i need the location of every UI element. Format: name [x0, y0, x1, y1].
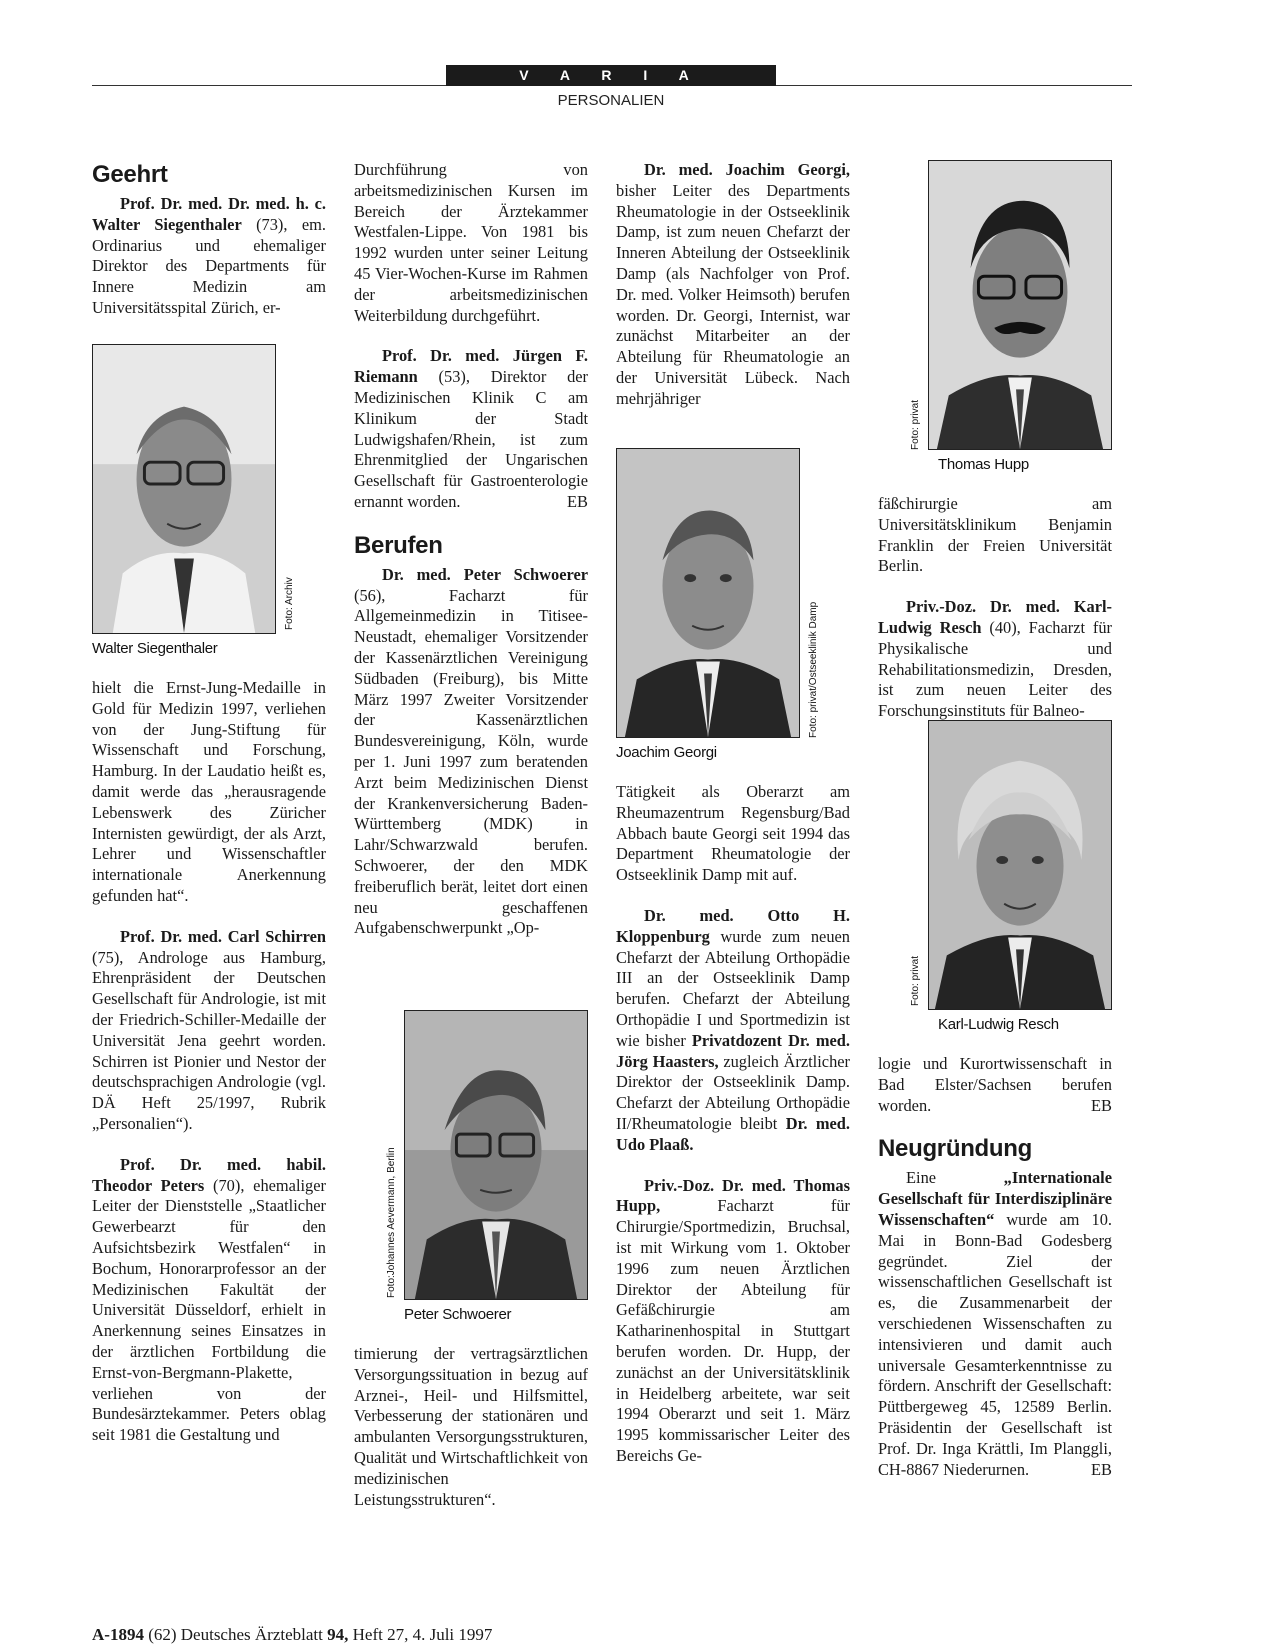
- page-number: A-1894: [92, 1625, 144, 1644]
- article-text: Facharzt für Chirurgie/Sportmedizin, Bruchsal, ist mit Wirkung vom 1. Oktober 1996 zum neuen Ärztlichen Direktor der Abteilung für Gefäßchirurgie am Katharinenhospital in Stuttgart berufen worden. Dr. Hupp, der zunächst an der Universitätsklinik in Heidelberg arbeitete, war seit 1994 Oberarzt und seit 1. März 1995 kommissarischer Leiter des Bereichs Ge-: [616, 1196, 850, 1465]
- photo-credit: Foto: privat: [910, 399, 921, 450]
- person-name: Priv.-Doz. Dr. med. Karl-Ludwig Resch: [878, 597, 1112, 637]
- person-name: Prof. Dr. med. Jürgen F. Riemann: [354, 346, 588, 387]
- organization-name: „Internationale Gesellschaft für Interdisziplinäre Wissenschaften“: [878, 1168, 1112, 1229]
- article-text: bisher Leiter des Departments Rheumatologie in der Ostseeklinik Damp, ist zum neuen Chefarzt der Inneren Abteilung der Ostseeklinik Damp (als Nachfolger von Prof. Dr. med. Volker Heimsoth) berufen worden. Dr. Georgi, Internist, war zunächst Mitarbeiter an der Abteilung für Rheumatologie an der Universität Lübeck. Nach mehrjähriger: [616, 180, 850, 408]
- article-text: Durchführung von arbeitsmedizinischen Kursen im Bereich der Ärztekammer Westfalen-Lippe. Von 1981 bis 1992 wurden unter seiner Leitung 45 Vier-Wochen-Kurse im Rahmen der arbeitsmedizinischen Weiterbildung durchgeführt.: [354, 160, 588, 325]
- column-4-cont: [878, 1054, 1112, 1480]
- article-schirren: [92, 927, 326, 1135]
- photo-credit: Foto:Johannes Aevermann, Berlin: [386, 1147, 397, 1298]
- article-text: (53), Direktor der Medizinischen Klinik C am Klinikum der Stadt Ludwigshafen/Rhein, ist zum Ehrenmitglied der Ungarischen Gesellschaft für Gastroenterologie ernannt worden.: [354, 367, 588, 511]
- photo-credit: Foto: Archiv: [284, 577, 295, 630]
- footer-text: (62) Deutsches Ärzteblatt: [143, 1625, 328, 1644]
- column-3-cont: [616, 782, 850, 1467]
- photo-credit: Foto: privat/Ostseeklinik Damp: [808, 601, 819, 738]
- article-text: wurde zum neuen Chefarzt der Abteilung Orthopädie III an der Ostseeklinik Damp berufen. Chefarzt der Abteilung Orthopädie I und Sportmedizin ist wie bisher: [616, 926, 850, 1050]
- person-name: Priv.-Doz. Dr. med. Thomas Hupp,: [616, 1175, 850, 1216]
- article-text: zugleich Ärztlicher Direktor der Ostseeklinik Damp. Chefarzt der Abteilung Orthopädie II/Rheumatologie bleibt: [616, 1051, 850, 1133]
- photo-peter-schwoerer: [404, 1010, 588, 1300]
- column-1: [92, 160, 326, 319]
- article-georgi: [616, 160, 850, 410]
- article-peters: [92, 1155, 326, 1446]
- article-text: (70), ehemaliger Leiter der Dienststelle „Staatlicher Gewerbearzt für den Aufsichtsbezirk Westfalen“ in Bochum, Honorarprofessor an der Medizinischen Fakultät der Universität Düsseldorf, erhielt in Anerkennung seines Einsatzes in der ärztlichen Fortbildung die Ernst-von-Bergmann-Plakette, verliehen von der Bundesärztekammer. Peters oblag seit 1981 die Gestaltung und: [92, 1175, 326, 1445]
- article-neugruendung: [878, 1168, 1112, 1480]
- article-text: hielt die Ernst-Jung-Medaille in Gold für Medizin 1997, verliehen von der Jung-Stiftung für Wissenschaft und Forschung, Hamburg. In der Laudatio heißt es, damit werde das „herausragende Lebenswerk des Züricher Internisten gewürdigt, der als Arzt, Lehrer und Wissenschaftler internationale Anerkennung gefunden hat“.: [92, 678, 326, 905]
- portrait-image: [617, 449, 799, 737]
- photo-karl-ludwig-resch: [928, 720, 1112, 1010]
- person-name: Privatdozent Dr. med. Jörg Haasters,: [616, 1030, 850, 1071]
- article-kloppenburg: [616, 906, 850, 1156]
- footer-text: Heft 27, 4. Juli 1997: [348, 1625, 493, 1644]
- photo-caption: Peter Schwoerer: [404, 1306, 512, 1323]
- portrait-image: [929, 721, 1111, 1009]
- person-name: Dr. med. Peter Schwoerer: [382, 564, 588, 584]
- article-resch: [878, 597, 1112, 722]
- article-text: (73), em. Ordinarius und ehemaliger Direktor des Departments für Innere Medizin am Universitätsspital Zürich, er-: [92, 214, 326, 317]
- photo-caption: Karl-Ludwig Resch: [938, 1016, 1059, 1033]
- article-text: (75), Androloge aus Hamburg, Ehrenpräsident der Deutschen Gesellschaft für Andrologie, ist mit der Friedrich-Schiller-Medaille der Universität Jena geehrt worden. Schirren ist Pionier und Nestor der deutschsprachigen Andrologie (vgl. DÄ Heft 25/1997, Rubrik „Personalien“).: [92, 947, 326, 1133]
- person-name: Prof. Dr. med. habil. Theodor Peters: [92, 1154, 326, 1195]
- photo-joachim-georgi: [616, 448, 800, 738]
- author-initials: EB: [1091, 1459, 1112, 1479]
- volume-number: 94,: [327, 1625, 349, 1644]
- person-name: Dr. med. Otto H. Kloppenburg: [616, 905, 850, 946]
- column-4: [878, 494, 1112, 722]
- portrait-image: [93, 345, 275, 633]
- article-schwoerer: [354, 565, 588, 939]
- portrait-image: [405, 1011, 587, 1299]
- article-riemann: [354, 346, 588, 512]
- photo-caption: Walter Siegenthaler: [92, 640, 218, 657]
- page-footer: [92, 1625, 492, 1645]
- heading-berufen: Berufen: [354, 531, 443, 559]
- column-1-cont: [92, 678, 326, 1446]
- person-name: Prof. Dr. med. Carl Schirren: [120, 926, 326, 946]
- photo-caption: Thomas Hupp: [938, 456, 1029, 473]
- article-text: Tätigkeit als Oberarzt am Rheumazentrum Regensburg/Bad Abbach baute Georgi seit 1994 das Department Rheumatologie der Ostseeklinik Damp mit auf.: [616, 782, 850, 885]
- heading-geehrt: Geehrt: [92, 161, 168, 188]
- section-label: V A R I A: [446, 65, 776, 86]
- column-2: [354, 160, 588, 939]
- author-initials: EB: [1091, 1095, 1112, 1115]
- rubric-label: PERSONALIEN: [557, 92, 665, 109]
- article-resch-cont: [878, 1054, 1112, 1116]
- portrait-image: [929, 161, 1111, 449]
- article-text: (40), Facharzt für Physikalische und Rehabilitationsmedizin, Dresden, ist zum neuen Leiter des Forschungsinstituts für Balneo-: [878, 617, 1113, 721]
- photo-credit: Foto: privat: [910, 955, 921, 1006]
- author-initials: EB: [567, 491, 588, 511]
- person-name: Prof. Dr. med. Dr. med. h. c. Walter Siegenthaler: [92, 194, 326, 234]
- article-text: logie und Kurortwissenschaft in Bad Elster/Sachsen berufen worden.: [878, 1054, 1112, 1115]
- article-text: wurde am 10. Mai in Bonn-Bad Godesberg gegründet. Ziel der wissenschaftlichen Gesellschaft ist es, die Zusammenarbeit der verschiedenen Wissenschaften zu intensivieren und damit auch universale Gesamterkenntnisse zu fördern. Anschrift der Gesellschaft: Püttbergeweg 45, 12589 Berlin. Präsidentin der Gesellschaft ist Prof. Dr. Inga Krättli, Im Planggli, CH-8867 Niederurnen.: [878, 1209, 1112, 1479]
- column-3: [616, 160, 850, 410]
- person-name: Dr. med. Udo Plaaß.: [616, 1113, 850, 1154]
- column-2-cont: [354, 1344, 588, 1510]
- person-name: Dr. med. Joachim Georgi,: [644, 160, 850, 179]
- photo-thomas-hupp: [928, 160, 1112, 450]
- article-text: timierung der vertragsärztlichen Versorgungssituation in bezug auf Arznei-, Heil- und Hilfsmittel, Verbesserung der stationären und ambulanten Versorgungsstrukturen, Qualität und Wirtschaftlichkeit von medizinischen Leistungsstrukturen“.: [354, 1344, 588, 1509]
- article-hupp: [616, 1176, 850, 1467]
- photo-walter-siegenthaler: [92, 344, 276, 634]
- article-text: Eine: [906, 1168, 1004, 1188]
- photo-caption: Joachim Georgi: [616, 744, 717, 761]
- heading-neugruendung: Neugründung: [878, 1135, 1033, 1163]
- article-text: (56), Facharzt für Allgemeinmedizin in Titisee-Neustadt, ehemaliger Vorsitzender der Kassenärztlichen Vereinigung Südbaden (Freiburg), bis Mitte März 1997 Zweiter Vorsitzender der Kassenärztlichen Bundesvereinigung, Köln, wurde per 1. Juni 1997 zum beratenden Arzt beim Medizinischen Dienst der Krankenversicherung Baden-Württemberg (MDK) in Lahr/Schwarzwald berufen. Schwoerer, der den MDK freiberuflich berät, leitet dort einen neu geschaffenen Aufgabenschwerpunkt „Op-: [354, 585, 588, 938]
- article-text: fäßchirurgie am Universitätsklinikum Benjamin Franklin der Freien Universität Berlin.: [878, 494, 1112, 576]
- article-siegenthaler: [92, 194, 326, 319]
